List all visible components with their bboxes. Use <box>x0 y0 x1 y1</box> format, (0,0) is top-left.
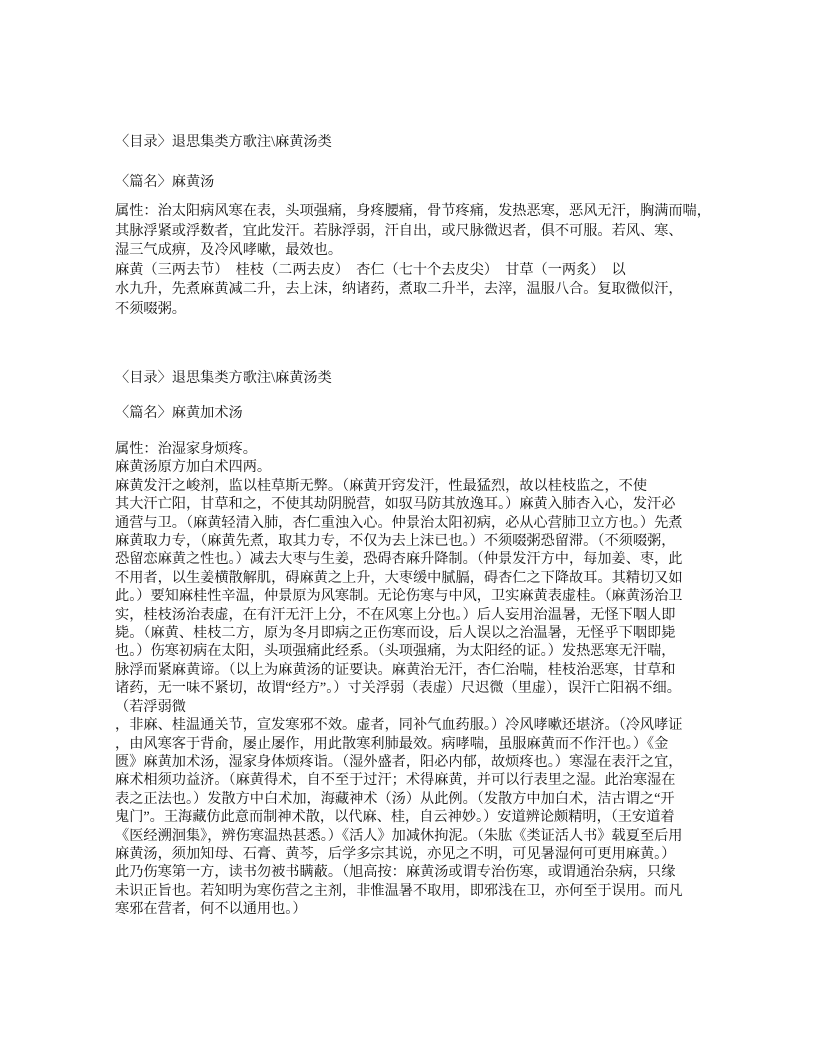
body-line: 不用者，以生姜横散解肌，碍麻黄之上升，大枣缓中腻膈，碍杏仁之下降故耳。其精切又如 <box>115 569 683 586</box>
body-line: 匮》麻黄加术汤，湿家身体烦疼诣。（湿外盛者，阳必内郁，故烦疼也。）寒湿在表汗之宜， <box>115 753 683 770</box>
body-line: 其大汗亡阳，甘草和之，不使其劫阴脱营，如驭马防其放逸耳。）麻黄入肺杏入心，发汗必 <box>115 496 676 513</box>
body-line: 通营与卫。（麻黄轻清入肺，杏仁重浊入心。仲景治太阳初病，必从心营肺卫立方也。）先煮 <box>115 514 683 531</box>
body-line: 鬼门”。王海藏仿此意而制神术散，以代麻、桂，自云神妙。）安道辨论颇精明，（王安道着 <box>115 809 675 826</box>
body-line: 毙。（麻黄、桂枝二方，原为冬月即病之正伤寒而设，后人误以之治温暑，无怪乎下咽即毙 <box>115 625 676 642</box>
body-line: 也。）伤寒初病在太阳，头项强痛此经系。（头项强痛，为太阳经的证。）发热恶寒无汗喘， <box>115 643 676 660</box>
body-line: 不须啜粥。 <box>115 300 186 317</box>
body-line: 表之正法也。）发散方中白术加，海藏神术（汤）从此例。（发散方中加白术，洁古谓之“开 <box>115 790 675 807</box>
body-line: ，非麻、桂温通关节，宣发寒邪不效。虚者，同补气血药服。）冷风哮嗽还堪济。（冷风哮证 <box>115 717 683 734</box>
body-line: 恐留恋麻黄之性也。）减去大枣与生姜，恐碍杏麻升降制。（仲景发汗方中，每加姜、枣，此 <box>115 551 683 568</box>
body-line: 麻黄发汗之峻剂，监以桂草斯无弊。（麻黄开窍发汗，性最猛烈，故以桂枝监之，不使 <box>115 477 648 494</box>
catalog-heading: 〈目录〉退思集类方歌注\麻黄汤类 <box>115 370 332 386</box>
body-line: 寒邪在营者，何不以通用也。） <box>115 901 307 918</box>
body-line: 《医经溯洄集》，辨伤寒温热甚悉。）《活人》加减休拘泥。（朱肱《类证活人书》载夏至后用 <box>115 827 683 844</box>
body-line: 未识正旨也。若知明为寒伤营之主剂，非惟温暑不取用，即邪浅在卫，亦何至于误用。而凡 <box>115 882 683 899</box>
body-line: 属性：治太阳病风寒在表，头项强痛，身疼腰痛，骨节疼痛，发热恶寒，恶风无汗，胸满而喘， <box>115 203 711 219</box>
body-line: 此乃伤寒第一方，读书勿被书瞒蔽。（旭高按：麻黄汤或谓专治伤寒，或谓通治杂病，只缘 <box>115 864 676 881</box>
catalog-heading: 〈目录〉退思集类方歌注\麻黄汤类 <box>115 134 332 150</box>
chapter-title: 〈篇名〉麻黄加术汤 <box>115 405 243 421</box>
body-line: 麻黄取力专，（麻黄先煮，取其力专，不仅为去上沫已也。）不须啜粥恐留滞。（不须啜粥， <box>115 533 676 550</box>
body-line: 麻黄（三两去节） 桂枝（二两去皮） 杏仁（七十个去皮尖） 甘草（一两炙） 以 <box>115 261 626 278</box>
body-line: 脉浮而紧麻黄谛。（以上为麻黄汤的证要诀。麻黄治无汗，杏仁治喘，桂枝治恶寒，甘草和 <box>115 661 676 678</box>
body-line: 实，桂枝汤治表虚，在有汗无汗上分，不在风寒上分也。）后人妄用治温暑，无怪下咽人即 <box>115 606 676 623</box>
section-body <box>115 440 683 919</box>
body-line: 麻黄汤，须加知母、石膏、黄芩，后学多宗其说，亦见之不明，可见暑湿何可更用麻黄。） <box>115 845 676 862</box>
body-line: 此。）要知麻桂性辛温，仲景原为风寒制。无论伤寒与中风，卫实麻黄表虚桂。（麻黄汤治卫 <box>115 588 683 605</box>
body-line: 麻黄汤原方加白术四两。 <box>115 459 272 476</box>
body-line: ，由风寒客于背俞，屡止屡作，用此散寒利肺最效。病哮喘，虽服麻黄而不作汗也。）《金 <box>115 735 669 752</box>
body-line: 水九升，先煮麻黄减二升，去上沫，纳诸药，煮取二升半，去滓，温服八合。复取微似汗， <box>115 281 683 298</box>
body-line: 诸药，无一味不紧切，故谓“经方”。）寸关浮弱（表虚）尺迟微（里虚），误汗亡阳祸不细。 <box>115 680 681 697</box>
body-line: 属性：治湿家身烦疼。 <box>115 441 257 457</box>
body-line: 其脉浮紧或浮数者，宜此发汗。若脉浮弱，汗自出，或尺脉微迟者，俱不可服。若风、寒、 <box>115 222 683 239</box>
section-body <box>115 202 711 320</box>
chapter-title: 〈篇名〉麻黄汤 <box>115 174 215 190</box>
body-line: （若浮弱微 <box>115 698 186 715</box>
body-line: 麻术相须功益济。（麻黄得术，自不至于过汗；术得麻黄，并可以行表里之湿。此治寒湿在 <box>115 772 676 789</box>
body-line: 湿三气成痹，及冷风哮嗽，最效也。 <box>115 242 343 259</box>
